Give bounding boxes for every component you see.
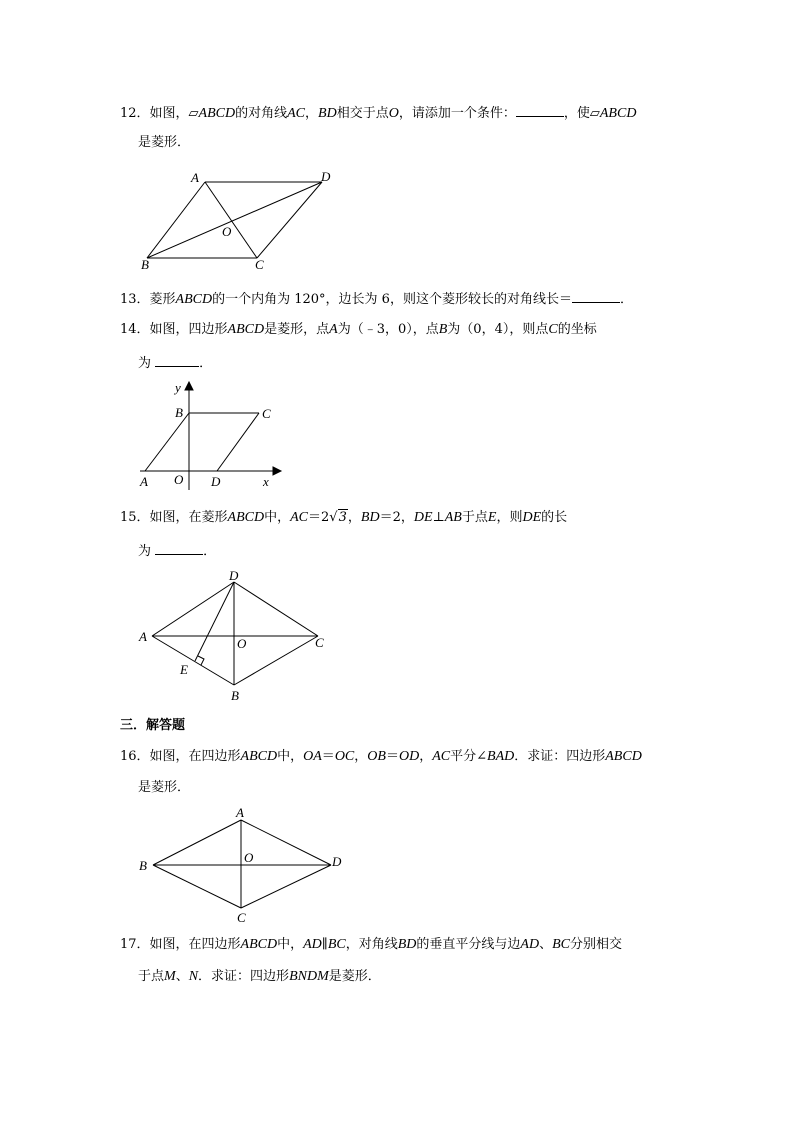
q16-edge-cb xyxy=(153,865,241,908)
q12-comma: ， xyxy=(305,106,319,121)
q14-x-arrow xyxy=(273,467,281,475)
q12-ac: AC xyxy=(287,106,306,121)
q16-edge-ad xyxy=(241,820,331,865)
q14-answer-blank[interactable] xyxy=(155,354,199,367)
q13-answer-blank[interactable] xyxy=(572,290,620,303)
q16-eq: ＝ xyxy=(321,749,335,764)
q17-ad2: AD xyxy=(520,937,540,952)
q17-abcd: ABCD xyxy=(240,937,278,952)
q16-eq2: ＝ xyxy=(385,749,399,764)
q15-answer-blank[interactable] xyxy=(155,542,203,555)
q14-line2 xyxy=(138,354,212,372)
q16-text2: 平分∠ xyxy=(450,749,488,764)
q12-label-o: O xyxy=(222,224,232,239)
q13-text: 的一个内角为 120°，边长为 6，则这个菱形较长的对角线长＝ xyxy=(212,292,572,307)
q16-number: 16．如图，在四边形 xyxy=(120,749,241,764)
q16-text3: ．求证：四边形 xyxy=(514,749,606,764)
q16-edge-ba xyxy=(153,820,241,865)
q16-text: 中， xyxy=(277,749,304,764)
q16-abcd2: ABCD xyxy=(605,749,642,764)
q16-label-a: A xyxy=(236,805,244,820)
q12-edge-dc xyxy=(257,182,322,258)
q14-number: 14．如图，四边形 xyxy=(120,322,228,337)
q17-text3: 的垂直平分线与边 xyxy=(416,937,521,952)
q15-label-e: E xyxy=(180,662,188,677)
q14-label-a: A xyxy=(140,474,148,489)
q15-edge-cb xyxy=(234,636,318,685)
q14-label-c: C xyxy=(262,406,271,421)
parallel-symbol: ∥ xyxy=(321,937,328,952)
q12-text: 的对角线 xyxy=(235,106,288,121)
q17-bc: BC xyxy=(327,937,346,952)
q16-label-c: C xyxy=(237,910,246,925)
q12-line1 xyxy=(120,104,636,122)
q14-text4: 的坐标 xyxy=(557,322,597,337)
q17-line2-start: 于点 xyxy=(138,969,165,984)
q16-figure xyxy=(135,802,355,927)
q12-text4: ，使 xyxy=(563,106,590,121)
q14-period: ． xyxy=(199,356,213,371)
q14-text3: 为（0，4），则点 xyxy=(447,322,549,337)
q15-ac: AC xyxy=(290,510,309,525)
q16-abcd: ABCD xyxy=(240,749,278,764)
q15-number: 15．如图，在菱形 xyxy=(120,510,228,525)
q17-ad: AD xyxy=(303,937,322,952)
q15-line1 xyxy=(120,510,567,526)
q17-bndm: BNDM xyxy=(289,969,329,984)
q15-ab: AB xyxy=(444,510,462,525)
q15-line2-start: 为 xyxy=(138,544,152,559)
q14-a: A xyxy=(329,322,338,337)
q15-sqrt-value: 3 xyxy=(338,510,347,525)
q15-edge-ad xyxy=(152,582,234,636)
q17-m: M xyxy=(164,969,176,984)
q14-label-o: O xyxy=(174,472,184,487)
q16-comma: ， xyxy=(354,749,368,764)
q16-comma2: ， xyxy=(419,749,433,764)
q17-sep: 、 xyxy=(539,937,553,952)
q15-label-c: C xyxy=(315,635,324,650)
q15-label-o: O xyxy=(237,636,247,651)
q17-number: 17．如图，在四边形 xyxy=(120,937,241,952)
q17-line1 xyxy=(120,937,622,953)
q14-line2-start: 为 xyxy=(138,356,152,371)
q17-text5: ．求证：四边形 xyxy=(198,969,290,984)
q17-text2: ，对角线 xyxy=(345,937,398,952)
q14-edge-ab xyxy=(145,413,189,471)
q12-o: O xyxy=(388,106,399,121)
q16-ac: AC xyxy=(432,749,451,764)
q17-bd: BD xyxy=(397,937,417,952)
q15-label-d: D xyxy=(229,568,239,583)
q15-edge-dc xyxy=(234,582,318,636)
q12-answer-blank[interactable] xyxy=(516,104,564,117)
q14-b: B xyxy=(438,322,448,337)
q14-line1 xyxy=(120,322,597,338)
q16-label-d: D xyxy=(332,854,342,869)
q17-line2 xyxy=(138,969,381,985)
q14-abcd: ABCD xyxy=(227,322,265,337)
q15-comma: ， xyxy=(347,510,361,525)
q15-figure xyxy=(135,568,335,703)
q17-line2-end: 是菱形． xyxy=(328,969,381,984)
q16-line2: 是菱形． xyxy=(138,780,191,795)
q15-text3: ，则 xyxy=(496,510,523,525)
q12-abcd: ABCD xyxy=(198,106,236,121)
q16-bad: BAD xyxy=(487,749,515,764)
q12-diagonal-bd xyxy=(147,182,322,258)
sqrt-symbol: √3 xyxy=(329,510,347,525)
q15-label-a: A xyxy=(139,629,147,644)
q15-period: ． xyxy=(203,544,217,559)
q17-text: 中， xyxy=(277,937,304,952)
q13-period: ． xyxy=(619,292,633,307)
q15-de2: DE xyxy=(522,510,542,525)
q14-label-d: D xyxy=(211,474,221,489)
q16-od: OD xyxy=(398,749,420,764)
q14-label-y: y xyxy=(175,380,181,395)
q16-label-b: B xyxy=(139,858,147,873)
q12-text3: ，请添加一个条件： xyxy=(398,106,516,121)
q12-label-b: B xyxy=(141,257,149,272)
q12-diagonal-ac xyxy=(205,182,257,258)
q12-label-c: C xyxy=(255,257,264,272)
q14-y-arrow xyxy=(185,382,193,390)
q13-abcd: ABCD xyxy=(175,292,213,307)
q12-label-d: D xyxy=(321,169,331,184)
q15-label-b: B xyxy=(231,688,239,703)
q16-edge-dc xyxy=(241,865,331,908)
q13-line xyxy=(120,290,633,308)
q14-text: 是菱形，点 xyxy=(264,322,330,337)
q15-line2 xyxy=(138,542,216,560)
q16-oc: OC xyxy=(334,749,355,764)
parallelogram-symbol: ▱ xyxy=(188,106,199,121)
q17-bc2: BC xyxy=(552,937,570,952)
q14-c: C xyxy=(548,322,558,337)
q12-figure xyxy=(135,168,335,278)
q15-text: 中， xyxy=(264,510,291,525)
q15-segment-de xyxy=(195,582,234,661)
q16-label-o: O xyxy=(244,850,254,865)
q14-figure xyxy=(135,378,295,493)
q16-ob: OB xyxy=(367,749,386,764)
q16-line1 xyxy=(120,749,642,765)
q15-eq2: ＝2， xyxy=(379,510,414,525)
q14-text2: 为（﹣3，0），点 xyxy=(337,322,439,337)
q14-label-x: x xyxy=(263,474,269,489)
q12-bd: BD xyxy=(318,106,337,121)
parallelogram-symbol-2: ▱ xyxy=(589,106,600,121)
q12-text2: 相交于点 xyxy=(336,106,389,121)
section-title: 三．解答题 xyxy=(120,718,186,733)
q12-abcd2: ABCD xyxy=(599,106,637,121)
q15-de: DE xyxy=(413,510,433,525)
q15-eq1: ＝2 xyxy=(308,510,330,525)
perpendicular-symbol: ⊥ xyxy=(432,510,445,525)
q15-text4: 的长 xyxy=(541,510,568,525)
q17-n: N xyxy=(188,969,199,984)
q12-label-a: A xyxy=(191,170,199,185)
q12-number: 12．如图， xyxy=(120,106,189,121)
q15-text2: 于点 xyxy=(461,510,488,525)
q12-edge-ba xyxy=(147,182,205,258)
q15-bd: BD xyxy=(360,510,380,525)
q15-edge-ba xyxy=(152,636,234,685)
q17-text4: 分别相交 xyxy=(569,937,622,952)
q15-e: E xyxy=(487,510,497,525)
q14-edge-cd xyxy=(217,413,259,471)
q14-label-b: B xyxy=(175,405,183,420)
q12-line2: 是菱形． xyxy=(138,135,191,150)
q13-number: 13．菱形 xyxy=(120,292,176,307)
q17-sep2: 、 xyxy=(175,969,189,984)
q15-abcd: ABCD xyxy=(227,510,265,525)
q16-oa: OA xyxy=(303,749,322,764)
